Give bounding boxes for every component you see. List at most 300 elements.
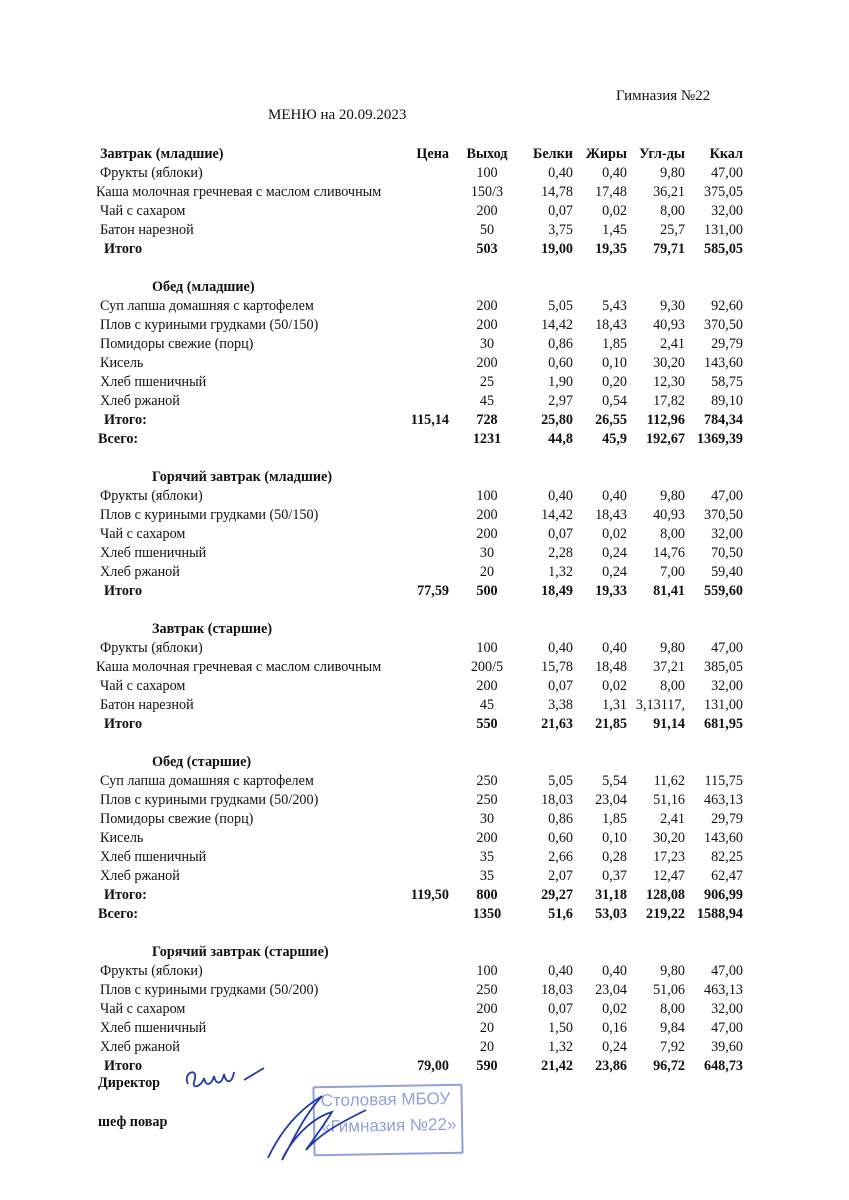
cell-fat: 23,04 [595,982,627,998]
dish-name: Хлеб пшеничный [100,1020,207,1036]
cell-output: 728 [476,412,498,428]
cell-fat: 0,02 [602,678,627,694]
dish-name: Помидоры свежие (порц) [100,336,254,352]
table-row [0,867,849,886]
cell-fat: 0,54 [602,393,627,409]
cell-kcal: 32,00 [711,1001,743,1017]
dish-name: Плов с куриными грудками (50/150) [100,507,319,523]
cell-carbs: 3,13117, [635,697,685,713]
cell-output: 1350 [472,906,502,922]
cell-carbs: 8,00 [660,1001,685,1017]
cell-output: 100 [476,963,498,979]
stamp-line-2: «Гимназия №22» [320,1114,457,1137]
cell-protein: 0,40 [548,165,573,181]
table-row [0,221,849,240]
table-row [0,506,849,525]
row-spacer [0,924,849,943]
table-row [0,810,849,829]
cell-fat: 1,31 [602,697,627,713]
total-row [0,715,849,734]
table-row [0,487,849,506]
cell-output: 30 [479,336,495,352]
cell-kcal: 385,05 [703,659,743,675]
cell-protein: 1,90 [548,374,573,390]
dish-name: Всего: [98,906,139,922]
menu-table [0,145,849,1076]
total-row [0,1057,849,1076]
cell-kcal: 47,00 [711,963,743,979]
cell-price: 115,14 [410,412,449,428]
section-title-row [0,278,849,297]
table-row [0,202,849,221]
cell-protein: 0,07 [548,1001,573,1017]
cell-protein: 51,6 [548,906,573,922]
dish-name: Хлеб пшеничный [100,545,207,561]
dish-name: Каша молочная гречневая с маслом сливочным [96,184,382,200]
cell-protein: 2,28 [548,545,573,561]
cell-kcal: 143,60 [703,355,743,371]
cell-fat: 1,85 [602,336,627,352]
table-row [0,544,849,563]
section-title: Горячий завтрак (старшие) [152,944,329,960]
cell-protein: 5,05 [548,773,573,789]
row-spacer [0,259,849,278]
cell-carbs: 37,21 [653,659,685,675]
cell-protein: 14,42 [541,507,573,523]
dish-name: Батон нарезной [100,222,194,238]
table-row [0,696,849,715]
cell-fat: 23,86 [595,1058,627,1074]
dish-name: Чай с сахаром [100,526,186,542]
cell-protein: 3,38 [548,697,573,713]
cell-kcal: 32,00 [711,678,743,694]
cell-carbs: 7,92 [660,1039,685,1055]
cell-carbs: 25,7 [660,222,685,238]
cell-carbs: 9,84 [660,1020,685,1036]
dish-name: Чай с сахаром [100,203,186,219]
header-kcal: Ккал [709,146,743,162]
section-title: Горячий завтрак (младшие) [152,469,333,485]
cell-kcal: 47,00 [711,640,743,656]
cell-fat: 0,24 [602,564,627,580]
cell-protein: 0,07 [548,526,573,542]
cell-carbs: 36,21 [653,184,685,200]
cell-kcal: 47,00 [711,488,743,504]
cell-output: 20 [479,564,495,580]
cell-fat: 5,43 [602,298,627,314]
cell-kcal: 59,40 [711,564,743,580]
cell-protein: 15,78 [541,659,573,675]
cell-carbs: 79,71 [653,241,685,257]
section-title: Завтрак (старшие) [152,621,273,637]
cell-fat: 0,40 [602,488,627,504]
cell-protein: 18,03 [541,792,573,808]
cell-carbs: 40,93 [653,507,685,523]
cell-fat: 0,16 [602,1020,627,1036]
cell-fat: 0,20 [602,374,627,390]
cell-protein: 0,40 [548,488,573,504]
dish-name: Итого [104,1058,143,1074]
cell-protein: 5,05 [548,298,573,314]
cell-protein: 0,60 [548,830,573,846]
section-title-breakfast-junior: Завтрак (младшие) [100,146,224,162]
table-row [0,1038,849,1057]
dish-name: Фрукты (яблоки) [100,640,203,656]
cell-output: 200 [476,830,498,846]
table-row [0,354,849,373]
cell-output: 250 [476,982,498,998]
cell-protein: 1,32 [548,564,573,580]
cell-kcal: 1588,94 [696,906,743,922]
cell-kcal: 131,00 [703,222,743,238]
cell-carbs: 9,80 [660,640,685,656]
cell-fat: 1,85 [602,811,627,827]
cell-kcal: 648,73 [703,1058,743,1074]
cell-kcal: 370,50 [703,507,743,523]
cell-kcal: 32,00 [711,203,743,219]
total-row [0,240,849,259]
table-row [0,829,849,848]
cell-carbs: 30,20 [653,830,685,846]
dish-name: Кисель [100,355,144,371]
cell-carbs: 12,30 [653,374,685,390]
cell-price: 79,00 [417,1058,449,1074]
cell-output: 50 [479,222,495,238]
dish-name: Хлеб ржаной [100,393,180,409]
cell-fat: 31,18 [595,887,627,903]
cell-output: 200 [476,526,498,542]
dish-name: Чай с сахаром [100,1001,186,1017]
cell-output: 35 [479,849,495,865]
cell-kcal: 29,79 [711,336,743,352]
cell-kcal: 681,95 [703,716,743,732]
dish-name: Хлеб ржаной [100,868,180,884]
menu-title: МЕНЮ на 20.09.2023 [268,107,407,123]
table-row [0,848,849,867]
dish-name: Итого: [104,412,147,428]
cell-protein: 19,00 [541,241,573,257]
cell-output: 250 [476,773,498,789]
total-row [0,905,849,924]
table-row [0,525,849,544]
cell-carbs: 51,06 [653,982,685,998]
cell-protein: 44,8 [548,431,573,447]
cell-kcal: 70,50 [711,545,743,561]
cell-carbs: 192,67 [645,431,685,447]
cell-output: 503 [476,241,498,257]
cell-protein: 2,07 [548,868,573,884]
total-row [0,430,849,449]
cell-output: 200 [476,203,498,219]
cell-output: 200 [476,1001,498,1017]
cell-kcal: 463,13 [703,792,743,808]
table-row [0,335,849,354]
cell-carbs: 40,93 [653,317,685,333]
cell-output: 150/3 [470,184,504,200]
cell-fat: 18,43 [595,507,627,523]
cell-kcal: 92,60 [711,298,743,314]
cell-kcal: 115,75 [704,773,743,789]
cell-carbs: 7,00 [660,564,685,580]
cell-fat: 53,03 [595,906,627,922]
dish-name: Фрукты (яблоки) [100,963,203,979]
dish-name: Фрукты (яблоки) [100,488,203,504]
cell-carbs: 8,00 [660,526,685,542]
cell-kcal: 39,60 [711,1039,743,1055]
cell-fat: 23,04 [595,792,627,808]
cell-protein: 1,32 [548,1039,573,1055]
cell-output: 590 [476,1058,498,1074]
cell-fat: 0,24 [602,545,627,561]
cell-output: 200 [476,317,498,333]
table-row [0,981,849,1000]
total-row [0,411,849,430]
table-row [0,316,849,335]
table-row [0,639,849,658]
cell-carbs: 8,00 [660,203,685,219]
cell-carbs: 9,80 [660,165,685,181]
dish-name: Плов с куриными грудками (50/200) [100,792,319,808]
cell-kcal: 82,25 [711,849,743,865]
cell-output: 200 [476,298,498,314]
cell-kcal: 375,05 [703,184,743,200]
cell-fat: 0,24 [602,1039,627,1055]
cell-kcal: 559,60 [703,583,743,599]
cell-carbs: 9,80 [660,963,685,979]
cell-output: 200/5 [470,659,504,675]
cell-fat: 45,9 [602,431,627,447]
cell-kcal: 32,00 [711,526,743,542]
cell-kcal: 62,47 [711,868,743,884]
dish-name: Суп лапша домашняя с картофелем [100,298,314,314]
cell-output: 25 [479,374,495,390]
table-row [0,297,849,316]
chef-signature [262,1088,372,1168]
dish-name: Помидоры свежие (порц) [100,811,254,827]
section-title-row [0,620,849,639]
table-row [0,677,849,696]
cell-carbs: 2,41 [660,336,685,352]
cell-output: 30 [479,545,495,561]
cell-fat: 5,54 [602,773,627,789]
cell-fat: 0,02 [602,203,627,219]
header-price: Цена [416,146,449,162]
cell-carbs: 9,80 [660,488,685,504]
section-title-row [0,468,849,487]
cell-protein: 0,40 [548,963,573,979]
cell-fat: 0,28 [602,849,627,865]
cell-carbs: 81,41 [653,583,685,599]
cell-carbs: 9,30 [660,298,685,314]
cell-output: 45 [479,393,495,409]
cell-output: 100 [476,640,498,656]
cell-protein: 3,75 [548,222,573,238]
director-signature [180,1062,270,1098]
header-protein: Белки [533,146,573,162]
cell-carbs: 17,23 [653,849,685,865]
cell-protein: 2,66 [548,849,573,865]
cell-protein: 0,40 [548,640,573,656]
table-row [0,164,849,183]
cell-fat: 18,43 [595,317,627,333]
cell-fat: 1,45 [602,222,627,238]
cell-kcal: 89,10 [711,393,743,409]
dish-name: Каша молочная гречневая с маслом сливочным [96,659,382,675]
cell-output: 200 [476,678,498,694]
cell-protein: 0,60 [548,355,573,371]
cell-kcal: 463,13 [703,982,743,998]
cell-kcal: 370,50 [703,317,743,333]
cell-output: 35 [479,868,495,884]
row-spacer [0,449,849,468]
cell-protein: 2,97 [548,393,573,409]
cell-output: 800 [476,887,498,903]
table-row [0,791,849,810]
dish-name: Хлеб пшеничный [100,374,207,390]
cell-protein: 29,27 [541,887,573,903]
dish-name: Фрукты (яблоки) [100,165,203,181]
cell-protein: 21,42 [541,1058,573,1074]
cell-output: 200 [476,507,498,523]
cell-fat: 0,37 [602,868,627,884]
cell-fat: 0,10 [602,355,627,371]
cell-protein: 1,50 [548,1020,573,1036]
cell-protein: 25,80 [541,412,573,428]
cell-output: 550 [476,716,498,732]
cell-output: 100 [476,165,498,181]
cell-kcal: 47,00 [711,165,743,181]
cell-output: 100 [476,488,498,504]
table-header [0,145,849,164]
cell-carbs: 112,96 [646,412,685,428]
dish-name: Хлеб ржаной [100,564,180,580]
cell-output: 500 [476,583,498,599]
stamp-line-1: Столовая МБОУ [320,1088,451,1111]
menu-rows [0,164,849,1076]
chef-label: шеф повар [98,1114,168,1130]
table-row [0,962,849,981]
dish-name: Плов с куриными грудками (50/150) [100,317,319,333]
cell-fat: 19,35 [595,241,627,257]
row-spacer [0,601,849,620]
cell-carbs: 91,14 [653,716,685,732]
cell-output: 1231 [472,431,502,447]
cell-fat: 21,85 [595,716,627,732]
cell-carbs: 30,20 [653,355,685,371]
cell-kcal: 29,79 [711,811,743,827]
table-row [0,392,849,411]
cell-output: 30 [479,811,495,827]
cell-fat: 17,48 [595,184,627,200]
total-row [0,886,849,905]
dish-name: Хлеб пшеничный [100,849,207,865]
row-spacer [0,734,849,753]
section-title-row [0,943,849,962]
cell-carbs: 96,72 [653,1058,685,1074]
cell-carbs: 128,08 [645,887,685,903]
dish-name: Батон нарезной [100,697,194,713]
table-row [0,373,849,392]
cell-protein: 21,63 [541,716,573,732]
cell-protein: 18,49 [541,583,573,599]
cell-carbs: 2,41 [660,811,685,827]
cell-price: 119,50 [410,887,449,903]
dish-name: Хлеб ржаной [100,1039,180,1055]
school-name: Гимназия №22 [616,88,711,104]
cell-output: 20 [479,1039,495,1055]
table-row [0,772,849,791]
cell-protein: 0,86 [548,811,573,827]
cell-fat: 0,02 [602,1001,627,1017]
director-label: Директор [98,1075,161,1091]
cell-carbs: 8,00 [660,678,685,694]
cell-fat: 19,33 [595,583,627,599]
cell-protein: 14,78 [541,184,573,200]
cell-kcal: 58,75 [711,374,743,390]
table-row [0,183,849,202]
cell-fat: 0,40 [602,640,627,656]
total-row [0,582,849,601]
dish-name: Чай с сахаром [100,678,186,694]
cell-carbs: 14,76 [653,545,685,561]
cell-price: 77,59 [417,583,449,599]
dish-name: Плов с куриными грудками (50/200) [100,982,319,998]
cell-output: 250 [476,792,498,808]
cell-carbs: 11,62 [653,773,685,789]
dish-name: Итого: [104,887,147,903]
dish-name: Итого [104,583,143,599]
cell-kcal: 906,99 [703,887,743,903]
section-title: Обед (старшие) [152,754,252,770]
dish-name: Итого [104,716,143,732]
cell-carbs: 17,82 [653,393,685,409]
cell-output: 200 [476,355,498,371]
table-row [0,1000,849,1019]
cell-fat: 0,40 [602,165,627,181]
dish-name: Итого [104,241,143,257]
section-title: Обед (младшие) [152,279,255,295]
cell-protein: 0,07 [548,678,573,694]
cell-fat: 0,40 [602,963,627,979]
cell-kcal: 143,60 [703,830,743,846]
cell-kcal: 47,00 [711,1020,743,1036]
cell-protein: 0,86 [548,336,573,352]
header-carbs: Угл-ды [639,146,685,162]
dish-name: Кисель [100,830,144,846]
dish-name: Всего: [98,431,139,447]
cell-fat: 18,48 [595,659,627,675]
table-row [0,658,849,677]
cell-protein: 0,07 [548,203,573,219]
header-output: Выход [466,146,508,162]
table-row [0,1019,849,1038]
cell-kcal: 585,05 [703,241,743,257]
cell-output: 20 [479,1020,495,1036]
cell-output: 45 [479,697,495,713]
dish-name: Суп лапша домашняя с картофелем [100,773,314,789]
cell-carbs: 51,16 [653,792,685,808]
table-row [0,563,849,582]
cell-carbs: 219,22 [645,906,685,922]
section-title-row [0,753,849,772]
cell-kcal: 784,34 [703,412,743,428]
cell-fat: 26,55 [595,412,627,428]
cell-fat: 0,02 [602,526,627,542]
cell-fat: 0,10 [602,830,627,846]
header-fat: Жиры [585,146,627,162]
cell-protein: 18,03 [541,982,573,998]
cell-protein: 14,42 [541,317,573,333]
